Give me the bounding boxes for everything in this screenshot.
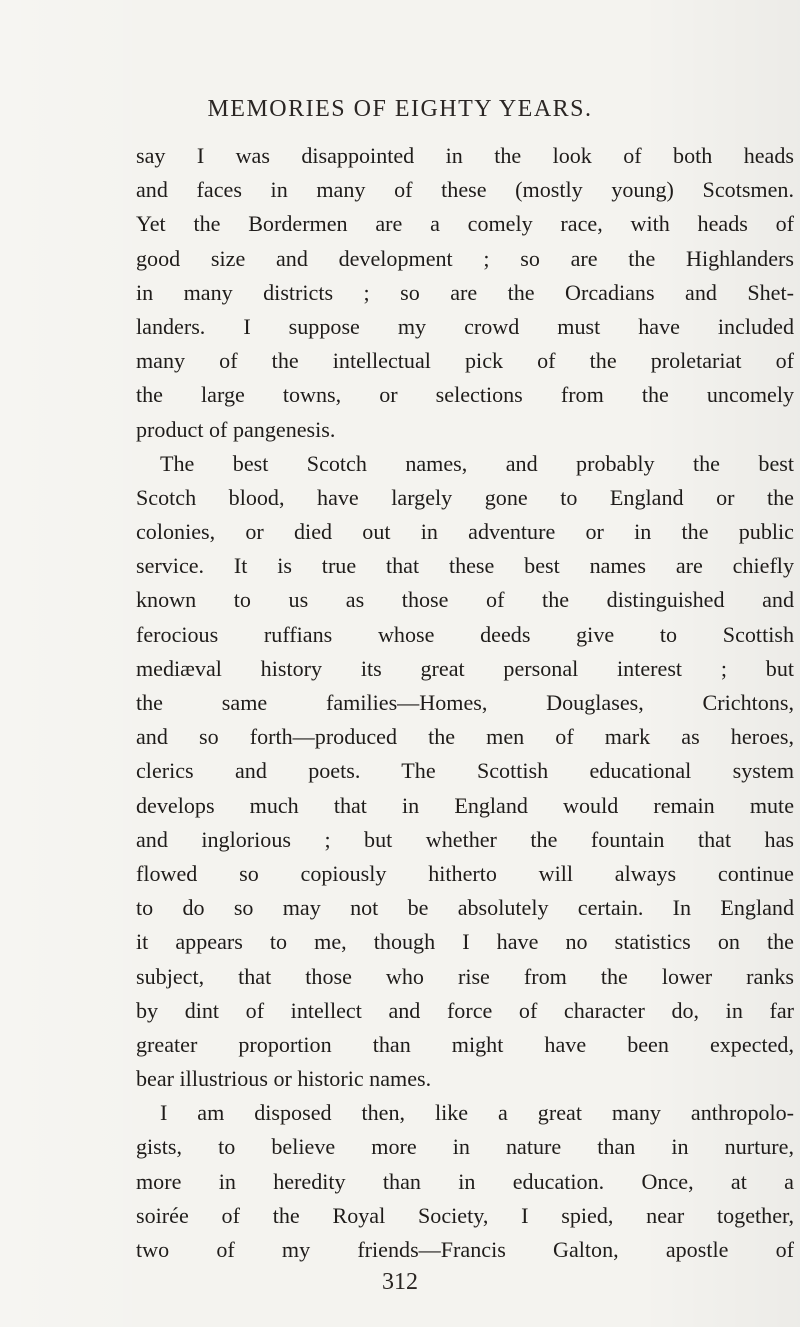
- text-line: bear illustrious or historic names.: [136, 1066, 432, 1092]
- page-number: 312: [382, 1269, 418, 1295]
- text-line: Yet the Bordermen are a comely race, with heads of: [136, 211, 794, 237]
- text-line: The best Scotch names, and probably the best: [160, 450, 794, 476]
- text-line: greater proportion than might have been expected,: [136, 1031, 794, 1057]
- text-line: and inglorious ; but whether the fountain that has: [136, 826, 794, 852]
- text-line: many of the intellectual pick of the proletariat of: [136, 348, 794, 374]
- text-line: say I was disappointed in the look of both heads: [136, 143, 794, 168]
- text-line: develops much that in England would remain mute: [136, 792, 794, 818]
- text-line: to do so may not be absolutely certain. In England: [136, 895, 794, 921]
- text-line: product of pangenesis.: [136, 416, 336, 442]
- text-line: in many districts ; so are the Orcadians and Shet-: [136, 279, 794, 305]
- text-line: I am disposed then, like a great many anthropolo-: [160, 1100, 794, 1126]
- running-head: MEMORIES OF EIGHTY YEARS.: [207, 96, 593, 122]
- text-line: subject, that those who rise from the lower ranks: [136, 963, 794, 989]
- text-line: the same families—Homes, Douglases, Crichtons,: [136, 690, 794, 715]
- text-line: service. It is true that these best names are chiefly: [136, 553, 794, 579]
- text-line: good size and development ; so are the Highlanders: [136, 245, 794, 271]
- text-line: Scotch blood, have largely gone to England or the: [136, 484, 794, 510]
- text-line: by dint of intellect and force of character do, in far: [136, 997, 794, 1023]
- text-line: two of my friends—Francis Galton, apostle of: [136, 1237, 794, 1262]
- text-line: colonies, or died out in adventure or in the public: [136, 519, 794, 545]
- text-line: more in heredity than in education. Once, at a: [136, 1168, 794, 1194]
- text-line: mediæval history its great personal interest ; but: [136, 655, 794, 681]
- text-line: the large towns, or selections from the uncomely: [136, 382, 794, 408]
- text-line: ferocious ruffians whose deeds give to Scottish: [136, 621, 794, 647]
- text-line: it appears to me, though I have no statistics on the: [136, 929, 794, 955]
- text-line: and faces in many of these (mostly young) Scotsmen.: [136, 177, 794, 203]
- text-line: known to us as those of the distinguished and: [136, 587, 794, 613]
- text-line: clerics and poets. The Scottish educational system: [136, 758, 794, 784]
- text-line: flowed so copiously hitherto will always continue: [136, 860, 794, 886]
- text-line: soirée of the Royal Society, I spied, near together,: [136, 1202, 794, 1228]
- body-text: [136, 139, 794, 1267]
- text-line: landers. I suppose my crowd must have included: [136, 313, 794, 339]
- text-line: and so forth—produced the men of mark as heroes,: [136, 724, 794, 750]
- text-line: gists, to believe more in nature than in nurture,: [136, 1134, 794, 1160]
